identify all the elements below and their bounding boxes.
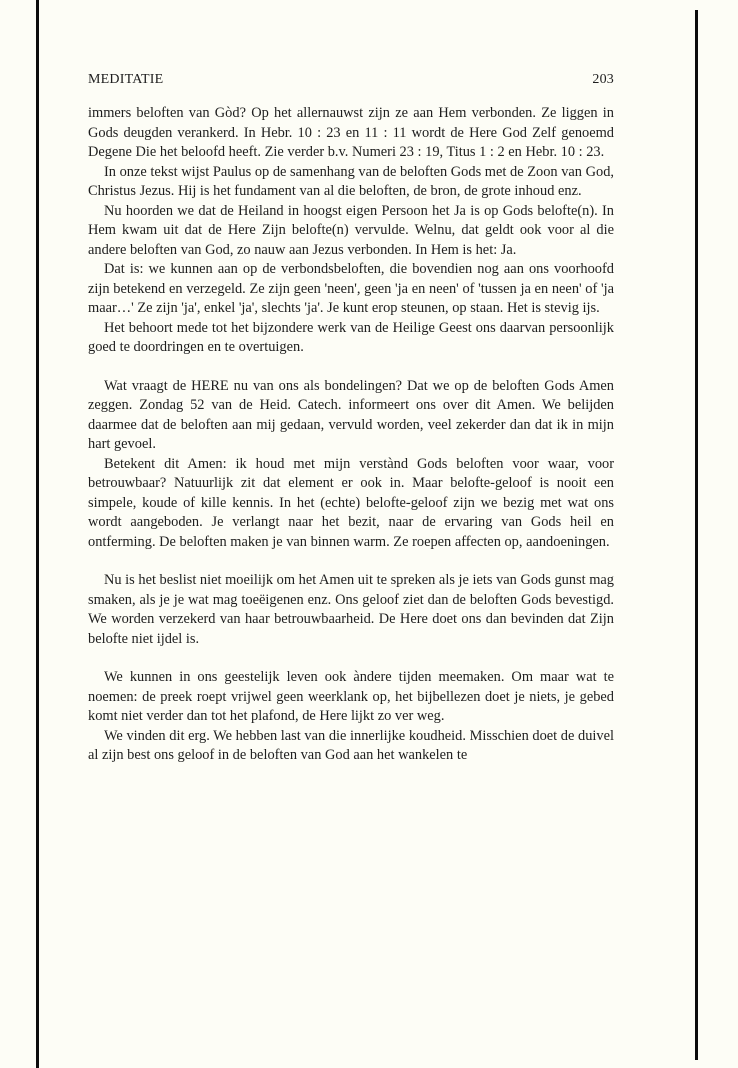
book-page: [88, 60, 614, 766]
paragraph: Betekent dit Amen: ik houd met mijn verstànd Gods beloften voor waar, voor betrouwbaar? Natuurlijk zit dat element er ook in. Maar belofte-geloof is nooit een simpele, koude of kille kennis. In het (echte) belofte-geloof zijn we bezig met wat ons wordt aangeboden. Je verlangt naar het bezit, naar de ervaring van Gods heil en ontferming. De beloften maken je van binnen warm. Ze roepen affecten op, aandoeningen.: [88, 455, 614, 550]
paragraph: We kunnen in ons geestelijk leven ook àndere tijden meemaken. Om maar wat te noemen: de preek roept vrijwel geen weerklank op, het bijbellezen doet je niets, je gebed komt niet verder dan tot het plafond, de Here lijkt zo ver weg.: [88, 669, 614, 724]
page-number: 203: [592, 72, 614, 87]
paragraph: In onze tekst wijst Paulus op de samenhang van de beloften Gods met de Zoon van God, Christus Jezus. Hij is het fundament van al die beloften, de bron, de grote inhoud enz.: [88, 163, 614, 199]
paragraph: Wat vraagt de HERE nu van ons als bondelingen? Dat we op de beloften Gods Amen zeggen. Zondag 52 van de Heid. Catech. informeert ons over dit Amen. We belijden daarmee dat de beloften aan mij gedaan, vervuld worden, veel zekerder dan dat ik in mijn hart gevoel.: [88, 377, 614, 452]
paragraph: immers beloften van Gòd? Op het allernauwst zijn ze aan Hem verbonden. Ze liggen in Gods deugden verankerd. In Hebr. 10 : 23 en 11 : 11 wordt de Here God Zelf genoemd Degene Die het beloofd heeft. Zie verder b.v. Numeri 23 : 19, Titus 1 : 2 en Hebr. 10 : 23.: [88, 105, 614, 160]
scan-edge-right: [695, 10, 698, 1060]
paragraph: Nu hoorden we dat de Heiland in hoogst eigen Persoon het Ja is op Gods belofte(n). In Hem kwam uit dat de Here Zijn belofte(n) vervulde. Welnu, dat geldt ook voor al die andere beloften van God, zo nauw aan Jezus verbonden. In Hem is het: Ja.: [88, 202, 614, 258]
paragraph: Het behoort mede tot het bijzondere werk van de Heilige Geest ons daarvan persoonlijk goed te doordringen en te overtuigen.: [88, 319, 614, 355]
paragraph: Dat is: we kunnen aan op de verbondsbeloften, die bovendien nog aan ons voorhoofd zijn betekend en verzegeld. Ze zijn geen 'neen', geen 'ja en neen' of 'tussen ja en neen' of 'ja maar…' Ze zijn 'ja', enkel 'ja', slechts 'ja'. Je kunt erop steunen, op staan. Het is stevig ijs.: [88, 261, 614, 316]
running-header: [88, 72, 614, 96]
paragraph: Nu is het beslist niet moeilijk om het Amen uit te spreken als je iets van Gods gunst mag smaken, als je je wat mag toeëigenen enz. Ons geloof ziet dan de beloften Gods bevestigd. We worden verzekerd van haar betrouwbaarheid. De Here doet ons dan bevinden dat Zijn belofte niet ijdel is.: [88, 572, 614, 647]
scan-edge-left: [36, 0, 39, 1068]
body-text: [88, 104, 614, 766]
paragraph: We vinden dit erg. We hebben last van die innerlijke koudheid. Misschien doet de duivel al zijn best ons geloof in de beloften van God aan het wankelen te: [88, 727, 614, 763]
running-title: MEDITATIE: [88, 72, 164, 87]
